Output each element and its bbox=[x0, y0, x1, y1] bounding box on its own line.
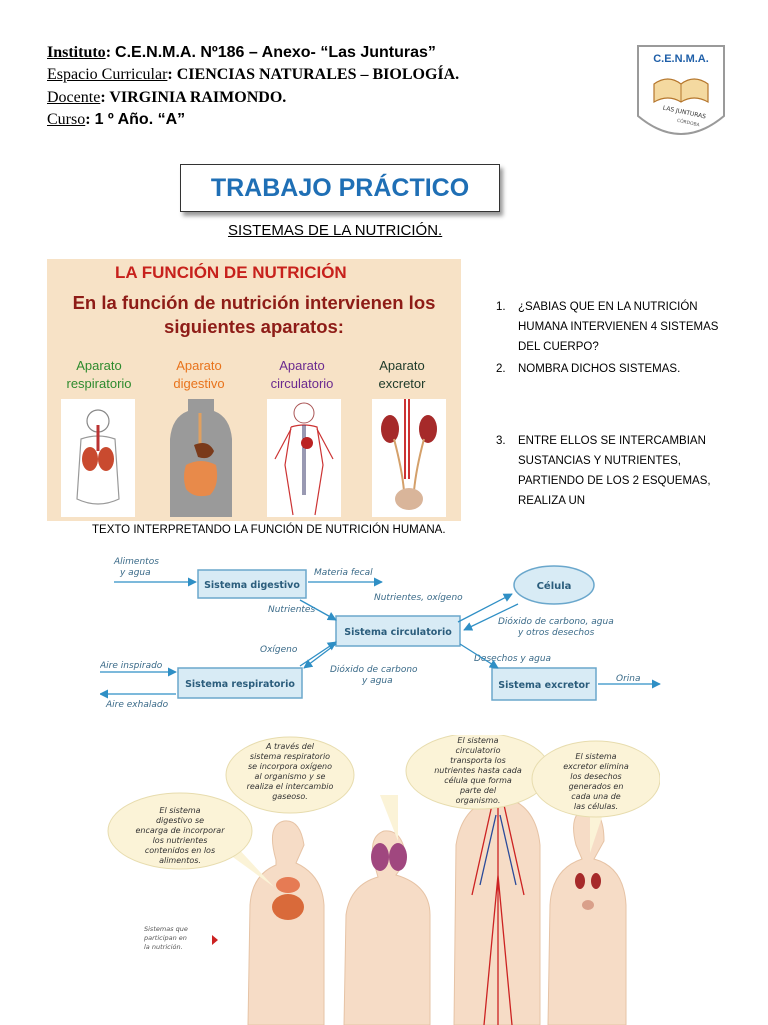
respiratory-system-image bbox=[61, 399, 135, 517]
question-text: ENTRE ELLOS SE INTERCAMBIAN SUSTANCIAS Y NUTRIENTES, PARTIENDO DE LOS 2 ESQUEMAS, REALIZA UN bbox=[518, 435, 711, 507]
label: Aparato bbox=[279, 358, 325, 373]
question-num: 3. bbox=[496, 435, 506, 447]
bubble-circulatorio-line: El sistema bbox=[457, 736, 499, 745]
logo-name: C.E.N.M.A. bbox=[653, 53, 709, 65]
bubble-digestivo-line: los nutrientes bbox=[152, 836, 208, 845]
digestive-system-image bbox=[164, 399, 238, 517]
label-oxigeno: Oxígeno bbox=[260, 645, 298, 655]
question-num: 1. bbox=[496, 301, 506, 313]
poster-heading: LA FUNCIÓN DE NUTRICIÓN bbox=[115, 263, 347, 282]
excretory-system-image bbox=[372, 399, 446, 517]
questions-list bbox=[496, 297, 736, 511]
colon: : bbox=[167, 66, 173, 83]
label-otros-desechos: y otros desechos bbox=[518, 628, 595, 638]
label-nutrientes: Nutrientes bbox=[268, 605, 316, 615]
box-excretor-label: Sistema excretor bbox=[498, 680, 590, 691]
logo-place: CÓRDOBA bbox=[676, 118, 700, 129]
box-digestivo-label: Sistema digestivo bbox=[204, 580, 300, 591]
question-num: 2. bbox=[496, 363, 506, 375]
colon: : bbox=[85, 111, 91, 128]
label-alimentos: Alimentos bbox=[114, 557, 159, 567]
bubble-digestivo-line: contenidos en los bbox=[144, 846, 216, 855]
value: CIENCIAS NATURALES – BIOLOGÍA. bbox=[176, 66, 460, 83]
bubble-circulatorio-line: transporta los bbox=[450, 756, 506, 765]
bubble-excretor-line: cada una de bbox=[571, 792, 621, 801]
value: C.E.N.M.A. Nº186 – Anexo- “Las Junturas” bbox=[115, 44, 436, 61]
colon: : bbox=[100, 89, 106, 106]
digestive-organs bbox=[272, 877, 304, 920]
label-dioxido-carbono: Dióxido de carbono bbox=[330, 665, 418, 675]
header-curso bbox=[47, 109, 185, 131]
poster-intro bbox=[47, 291, 461, 339]
caption-line: Sistemas que bbox=[144, 925, 188, 933]
bubble-digestivo-line: encarga de incorporar bbox=[135, 826, 225, 835]
page-title: TRABAJO PRÁCTICO bbox=[210, 174, 470, 202]
question-text: ¿SABIAS QUE EN LA NUTRICIÓN HUMANA INTERVIENEN 4 SISTEMAS DEL CUERPO? bbox=[518, 301, 719, 353]
label-dioxido-agua: Dióxido de carbono, agua bbox=[498, 617, 614, 627]
bubble-digestivo-line: digestivo se bbox=[155, 816, 205, 825]
box-respiratorio-label: Sistema respiratorio bbox=[185, 679, 295, 690]
header-espacio bbox=[47, 64, 459, 86]
value: 1 º Año. “A” bbox=[94, 111, 186, 128]
label-aire-exhalado: Aire exhalado bbox=[106, 700, 169, 710]
bubble-respiratorio-line: A través del bbox=[266, 742, 314, 751]
aparato-excretor bbox=[352, 357, 452, 393]
aparato-respiratorio bbox=[49, 357, 149, 393]
bubble-circulatorio-line: célula que forma bbox=[444, 776, 512, 785]
bubble-respiratorio-line: realiza el intercambio bbox=[246, 782, 334, 791]
bubble-circulatorio-line: parte del bbox=[459, 786, 497, 795]
bubble-circulatorio-line: nutrientes hasta cada bbox=[434, 766, 522, 775]
label: respiratorio bbox=[66, 376, 132, 391]
bubble-circulatorio-line: organismo. bbox=[455, 796, 501, 805]
school-logo bbox=[636, 44, 726, 152]
poster-line1: En la función de nutrición intervienen los bbox=[72, 292, 436, 313]
circulatory-system-image bbox=[267, 399, 341, 517]
question-2 bbox=[496, 359, 736, 379]
label: Aparato bbox=[176, 358, 222, 373]
label-aire-inspirado: Aire inspirado bbox=[100, 661, 163, 671]
caption bbox=[143, 925, 188, 951]
bubble-respiratorio-line: sistema respiratorio bbox=[249, 752, 331, 761]
nutrition-poster bbox=[47, 259, 461, 521]
label: Aparato bbox=[379, 358, 425, 373]
label-materia-fecal: Materia fecal bbox=[314, 568, 373, 578]
bubble-excretor-line: las células. bbox=[573, 802, 619, 811]
bubble-excretor-line: El sistema bbox=[575, 752, 617, 761]
label: Espacio Curricular bbox=[47, 66, 168, 83]
colon: : bbox=[105, 44, 112, 61]
header-docente bbox=[47, 87, 286, 109]
question-3 bbox=[496, 431, 736, 511]
caption-line: la nutrición. bbox=[144, 943, 183, 951]
title-box bbox=[180, 164, 500, 212]
label: excretor bbox=[378, 376, 426, 391]
question-text: NOMBRA DICHOS SISTEMAS. bbox=[518, 363, 681, 375]
aparato-digestivo bbox=[149, 357, 249, 393]
label: digestivo bbox=[173, 376, 225, 391]
label-desechos-agua: Desechos y agua bbox=[474, 654, 552, 664]
bodies-illustration bbox=[100, 735, 660, 1025]
bubble-respiratorio-line: se incorpora oxígeno bbox=[247, 762, 333, 771]
ellipse-celula-label: Célula bbox=[536, 581, 572, 592]
nutrition-flow-diagram bbox=[100, 548, 670, 718]
label: Docente bbox=[47, 89, 101, 106]
question-3-continuation: TEXTO INTERPRETANDO LA FUNCIÓN DE NUTRICIÓN HUMANA. bbox=[92, 524, 446, 536]
box-circulatorio-label: Sistema circulatorio bbox=[344, 627, 452, 638]
label: Curso bbox=[47, 111, 86, 128]
bubble-excretor-line: excretor elimina bbox=[563, 762, 629, 771]
aparato-circulatorio bbox=[252, 357, 352, 393]
label-dioxido-y-agua: y agua bbox=[362, 676, 393, 686]
label-y-agua: y agua bbox=[120, 568, 151, 578]
bubble-digestivo-line: alimentos. bbox=[159, 856, 201, 865]
bubble-excretor-line: generados en bbox=[568, 782, 624, 791]
question-1 bbox=[496, 297, 736, 357]
bubble-digestivo-line: El sistema bbox=[159, 806, 201, 815]
bubble-excretor-line: los desechos bbox=[570, 772, 622, 781]
caption-arrow-icon bbox=[212, 935, 218, 945]
label: Instituto bbox=[47, 44, 106, 61]
bubble-circulatorio-line: circulatorio bbox=[455, 746, 501, 755]
subtitle: SISTEMAS DE LA NUTRICIÓN. bbox=[228, 222, 443, 239]
caption-line: participan en bbox=[144, 934, 187, 942]
value: VIRGINIA RAIMONDO. bbox=[109, 89, 287, 106]
label: circulatorio bbox=[270, 376, 334, 391]
label-nutrientes-oxigeno: Nutrientes, oxígeno bbox=[374, 593, 463, 603]
label-orina: Orina bbox=[616, 674, 641, 684]
header-instituto bbox=[47, 42, 436, 64]
bubble-respiratorio-line: al organismo y se bbox=[254, 772, 326, 781]
logo-sub: LAS JUNTURAS bbox=[662, 104, 707, 121]
label: Aparato bbox=[76, 358, 122, 373]
bubble-respiratorio-line: gaseoso. bbox=[272, 792, 308, 801]
poster-line2: siguientes aparatos: bbox=[164, 316, 344, 337]
